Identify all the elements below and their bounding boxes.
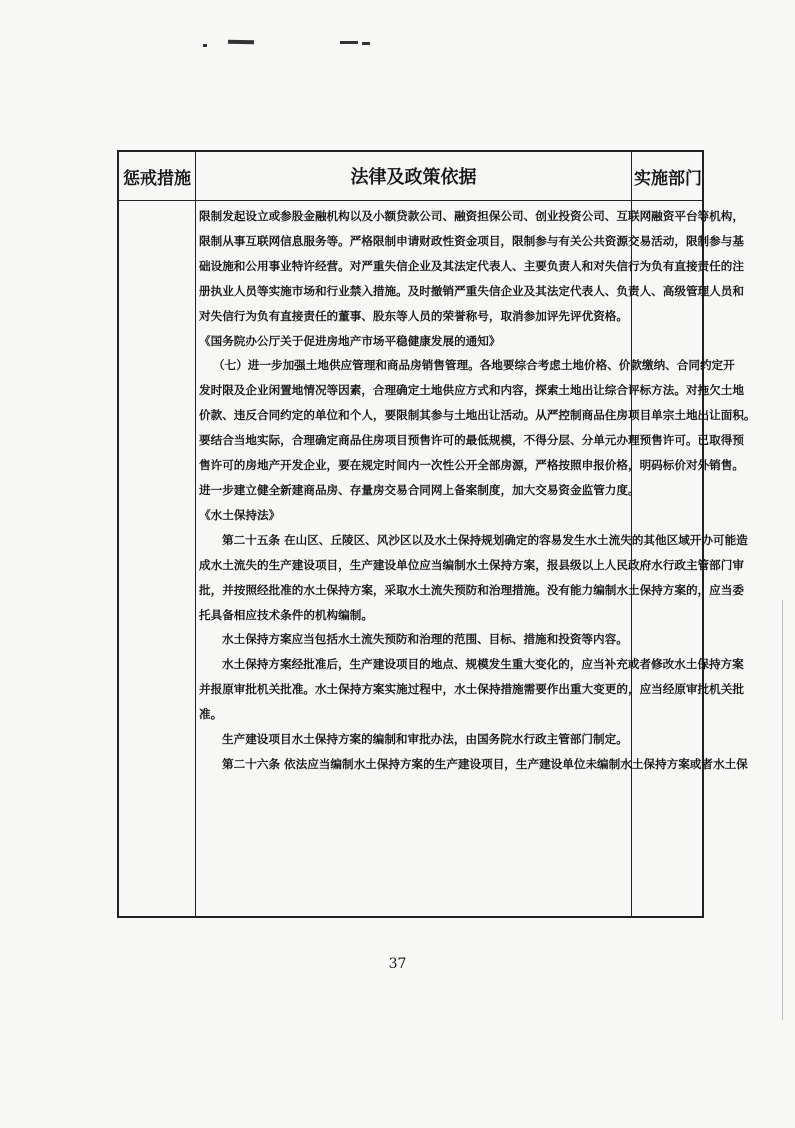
text-line: 售许可的房地产开发企业，要在规定时间内一次性公开全部房源，严格按照申报价格，明码标价对外销售。 (199, 458, 744, 473)
text-line: 托具备相应技术条件的机构编制。 (199, 607, 373, 622)
text-line: 第二十六条 依法应当编制水土保持方案的生产建设项目，生产建设单位未编制水土保持方案或者水土保 (222, 756, 748, 771)
scan-speck (228, 40, 254, 44)
text-line: 并报原审批机关批准。水土保持方案实施过程中，水土保持措施需要作出重大变更的，应当经原审批机关批 (199, 682, 744, 697)
text-line: 生产建设项目水土保持方案的编制和审批办法，由国务院水行政主管部门制定。 (222, 732, 628, 747)
text-line: 限制从事互联网信息服务等。严格限制申请财政性资金项目，限制参与有关公共资源交易活动，限制参与基 (199, 233, 744, 248)
text-line: 对失信行为负有直接责任的董事、股东等人员的荣誉称号，取消参加评先评优资格。 (199, 308, 628, 323)
policy-table (117, 150, 756, 918)
header-measures: 惩戒措施 (123, 168, 191, 189)
text-line: 第二十五条 在山区、丘陵区、风沙区以及水土保持规划确定的容易发生水土流失的其他区域开办可能造 (222, 532, 748, 547)
text-line: 进一步建立健全新建商品房、存量房交易合同网上备案制度，加大交易资金监管力度。 (199, 482, 640, 497)
header-divider (119, 200, 702, 201)
scan-speck (362, 42, 370, 45)
scan-speck (340, 41, 358, 44)
text-line: 水土保持方案经批准后，生产建设项目的地点、规模发生重大变化的，应当补充或者修改水土保持方案 (222, 657, 744, 672)
text-line: 价款、违反合同约定的单位和个人，要限制其参与土地出让活动。从严控制商品住房项目单宗土地出让面积。 (199, 408, 756, 423)
text-line: 批，并按照经批准的水土保持方案，采取水土流失预防和治理措施。没有能力编制水土保持方案的，应当委 (199, 582, 744, 597)
text-line: 《水土保持法》 (199, 507, 281, 522)
legal-basis-text (199, 204, 756, 777)
header-legal-basis: 法律及政策依据 (350, 167, 477, 188)
text-line: 发时限及企业闲置地情况等因素，合理确定土地供应方式和内容，探索土地出让综合评标方法。对拖欠土地 (199, 383, 744, 398)
text-line: 准。 (199, 707, 223, 722)
page-number: 37 (388, 956, 407, 972)
text-line: 水土保持方案应当包括水土流失预防和治理的范围、目标、措施和投资等内容。 (222, 632, 628, 647)
column-divider (195, 152, 196, 916)
text-line: 要结合当地实际，合理确定商品住房项目预售许可的最低规模，不得分层、分单元办理预售许可。已取得预 (199, 433, 744, 448)
text-line: 成水土流失的生产建设项目，生产建设单位应当编制水土保持方案，报县级以上人民政府水行政主管部门审 (199, 557, 744, 572)
header-department: 实施部门 (634, 168, 702, 189)
text-line: 《国务院办公厅关于促进房地产市场平稳健康发展的通知》 (199, 333, 501, 348)
text-line: 册执业人员等实施市场和行业禁入措施。及时撤销严重失信企业及其法定代表人、负责人、高级管理人员和 (199, 283, 744, 298)
text-line: （七）进一步加强土地供应管理和商品房销售管理。各地要综合考虑土地价格、价款缴纳、合同约定开 (213, 358, 735, 373)
text-line: 础设施和公用事业特许经营。对严重失信企业及其法定代表人、主要负责人和对失信行为负有直接责任的注 (199, 258, 744, 273)
text-line: 限制发起设立或参股金融机构以及小额贷款公司、融资担保公司、创业投资公司、互联网融资平台等机构， (199, 209, 744, 223)
scan-speck (203, 44, 207, 47)
